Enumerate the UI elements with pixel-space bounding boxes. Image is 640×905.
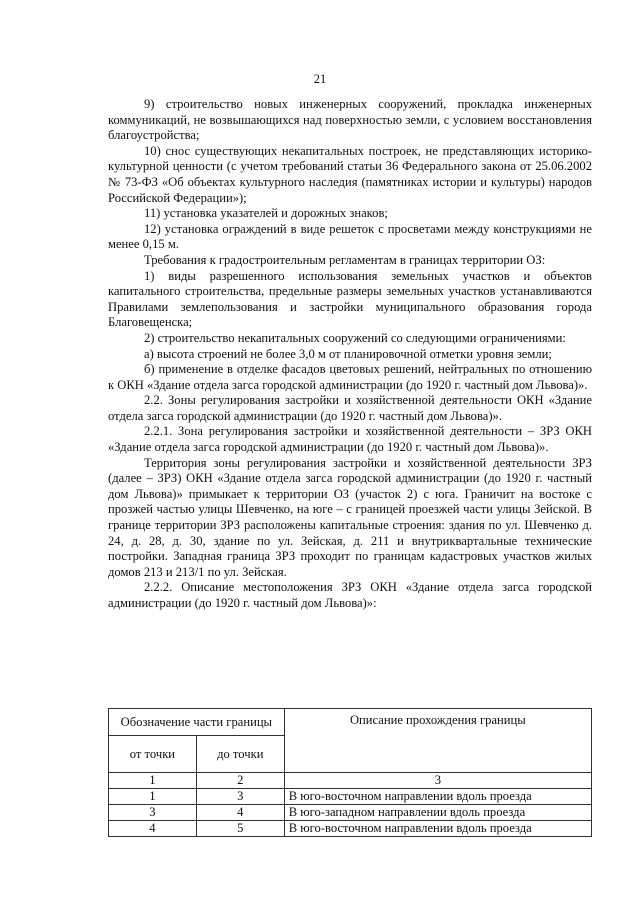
cell-description: В юго-восточном направлении вдоль проезда xyxy=(284,789,591,805)
header-boundary-part: Обозначение части границы xyxy=(109,709,285,736)
cell-to: 5 xyxy=(196,821,284,837)
paragraph: а) высота строений не более 3,0 м от планировочной отметки уровня земли; xyxy=(144,346,552,361)
paragraph: Территория зоны регулирования застройки и хозяйственной деятельности ЗРЗ (далее – ЗРЗ) ОКН «Здание отдела загса городской администрации (до 1920 г. частный дом Львова)» примыкает к территории ОЗ (участок 2) с юга. Граничит на востоке с прозжей частью улицы Шевченко, на юге – с границей проезжей части улицы Зейской. В границе территории ЗРЗ расположены капитальные строения: здания по ул. Шевченко д. 24, д. 28, д. 30, здание по ул. Зейская, д. 211 и внутриквартальные технические постройки. Западная граница ЗРЗ проходит по границам кадастровых участков жилых домов 213 и 213/1 по ул. Зейская. xyxy=(108,455,592,579)
table-row xyxy=(109,821,592,837)
paragraph: 10) снос существующих некапитальных построек, не представляющих историко-культурной ценности (с учетом требований статьи 36 Федерального закона от 25.06.2002 № 73-ФЗ «Об объектах культурного наследия (памятниках истории и культуры) народов Российской Федерации»); xyxy=(108,143,592,205)
cell-to: 4 xyxy=(196,805,284,821)
section-heading: 2.2.2. Описание местоположения ЗРЗ ОКН «Здание отдела загса городской администрации (до 1920 г. частный дом Львова)»: xyxy=(108,580,592,610)
boundary-table xyxy=(108,708,592,837)
paragraph: б) применение в отделке фасадов цветовых решений, нейтральных по отношению к ОКН «Здание отдела загса городской администрации (до 1920 г. частный дом Львова)». xyxy=(108,362,592,392)
table-row xyxy=(109,805,592,821)
cell-from: 1 xyxy=(109,789,197,805)
paragraph: 12) установка ограждений в виде решеток с просветами между конструкциями не менее 0,15 м. xyxy=(108,221,592,252)
paragraph: 2) строительство некапитальных сооружений со следующими ограничениями: xyxy=(144,330,566,345)
section-heading: 2.2. Зоны регулирования застройки и хозяйственной деятельности ОКН «Здание отдела загса городской администрации (до 1920 г. частный дом Львова)». xyxy=(108,393,592,423)
paragraph: 9) строительство новых инженерных сооружений, прокладка инженерных коммуникаций, не возвышающихся над поверхностью земли, с условием восстановления благоустройства; xyxy=(108,97,592,143)
document-body xyxy=(108,97,592,612)
header-from-point: от точки xyxy=(109,736,197,773)
cell-description: 3 xyxy=(284,773,591,789)
paragraph: 11) установка указателей и дорожных знаков; xyxy=(144,206,388,221)
paragraph: Требования к градостроительным регламентам в границах территории ОЗ: xyxy=(144,252,546,267)
cell-from: 1 xyxy=(109,773,197,789)
cell-from: 3 xyxy=(109,805,197,821)
cell-to: 3 xyxy=(196,789,284,805)
page-number: 21 xyxy=(313,72,327,86)
cell-description: В юго-восточном направлении вдоль проезда xyxy=(284,821,591,837)
cell-from: 4 xyxy=(109,821,197,837)
paragraph: 1) виды разрешенного использования земельных участков и объектов капитального строительства, предельные размеры земельных участков устанавливаются Правилами землепользования и застройки муниципального образования города Благовещенска; xyxy=(108,268,592,330)
cell-to: 2 xyxy=(196,773,284,789)
section-heading: 2.2.1. Зона регулирования застройки и хозяйственной деятельности – ЗРЗ ОКН «Здание отдела загса городской администрации (до 1920 г. частный дом Львова)». xyxy=(108,424,592,455)
header-description: Описание прохождения границы xyxy=(284,709,591,773)
table-row xyxy=(109,789,592,805)
header-to-point: до точки xyxy=(196,736,284,773)
cell-description: В юго-западном направлении вдоль проезда xyxy=(284,805,591,821)
table-row xyxy=(109,773,592,789)
